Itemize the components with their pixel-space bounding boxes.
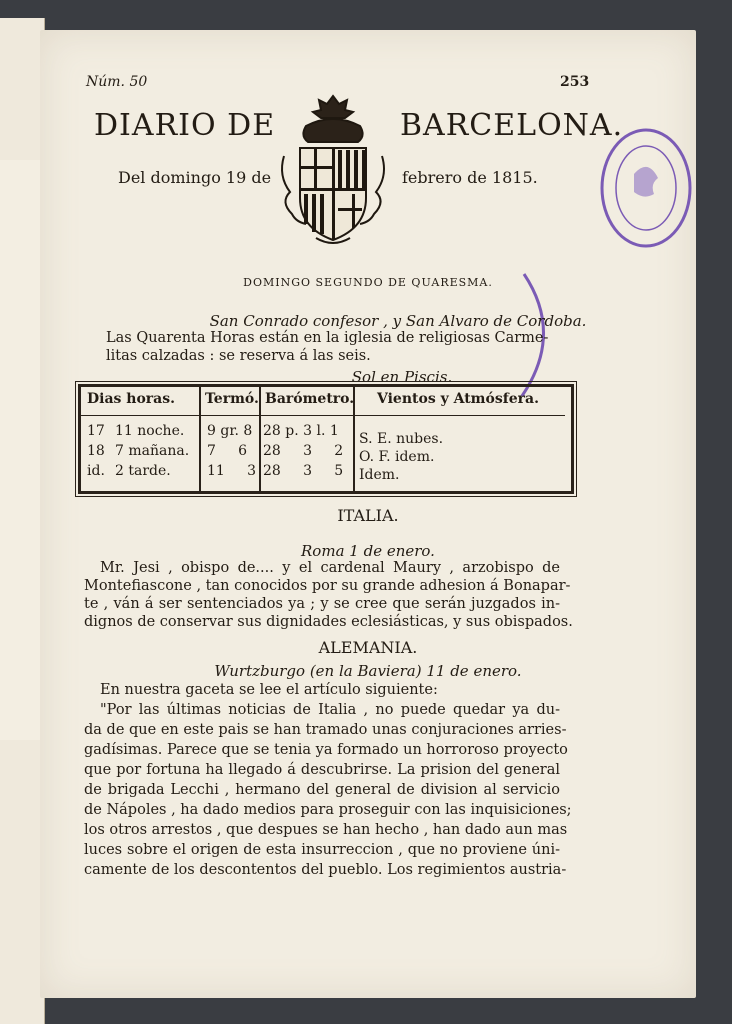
saints-of-day: San Conrado confesor , y San Alvaro de Cordoba.: [209, 312, 587, 330]
weather-day: id.: [87, 463, 105, 479]
weather-header-rule: [199, 415, 259, 416]
forty-hours-line-1: Las Quarenta Horas están en la iglesia de religiosas Carme-: [106, 330, 549, 346]
weather-day: 18: [87, 443, 105, 459]
weather-header-rule: [81, 415, 199, 416]
article-line: que por fortuna ha llegado á descubrirse. La prision del general: [84, 762, 560, 778]
weather-time: 11 noche.: [115, 423, 185, 439]
article-line: Montefiascone , tan conocidos por su grande adhesion á Bonapar-: [84, 578, 571, 594]
newspaper-page: [40, 30, 696, 998]
weather-table: [78, 384, 574, 494]
masthead-title-right: BARCELONA.: [400, 108, 624, 143]
weather-temp: 9 gr. 8: [207, 423, 253, 439]
article-line: de Nápoles , ha dado medios para proseguir con las inquisiciones;: [84, 802, 572, 818]
article-line: camente de los descontentos del pueblo. Los regimientos austria-: [84, 862, 567, 878]
weather-header-rule: [353, 415, 565, 416]
forty-hours-line-2: litas calzadas : se reserva á las seis.: [106, 348, 371, 364]
weather-baro: 28 3 2: [263, 443, 344, 459]
article-line: Mr. Jesi , obispo de.... y el cardenal Maury , arzobispo de: [100, 560, 560, 576]
weather-time: 7 mañana.: [115, 443, 190, 459]
article-line: gadísimas. Parece que se tenia ya formado un horroroso proyecto: [84, 742, 568, 758]
article-line: dignos de conservar sus dignidades eclesiásticas, y sus obispados.: [84, 614, 573, 630]
article-line: de brigada Lecchi , hermano del general de division al servicio: [84, 782, 560, 798]
article-line: "Por las últimas noticias de Italia , no puede quedar ya du-: [100, 702, 560, 718]
liturgical-day: DOMINGO SEGUNDO DE QUARESMA.: [243, 276, 493, 289]
weather-baro: 28 3 5: [263, 463, 344, 479]
section-title-italia: ITALIA.: [337, 506, 399, 525]
masthead-title-left: DIARIO DE: [94, 108, 276, 143]
sun-sign: Sol en Piscis.: [351, 368, 453, 386]
weather-day: 17: [87, 423, 105, 439]
weather-header: Barómetro.: [265, 391, 355, 407]
page-number: 253: [560, 74, 590, 90]
weather-baro: 28 p. 3 l. 1: [263, 423, 339, 439]
weather-header: Termó.: [205, 391, 259, 407]
dateline-wurtzburgo: Wurtzburgo (en la Baviera) 11 de enero.: [214, 662, 522, 680]
article-line: te , ván á ser sentenciados ya ; y se cree que serán juzgados in-: [84, 596, 560, 612]
article-line: los otros arrestos , que despues se han hecho , han dado aun mas: [84, 822, 568, 838]
weather-header: Dias horas.: [87, 391, 176, 407]
date-line-right: febrero de 1815.: [402, 168, 538, 187]
barcelona-coat-of-arms-icon: [276, 90, 390, 252]
article-line: En nuestra gaceta se lee el artículo siguiente:: [100, 682, 438, 698]
article-line: luces sobre el origen de esta insurreccion , que no proviene úni-: [84, 842, 560, 858]
weather-header-rule: [259, 415, 353, 416]
weather-temp: 11 3: [207, 463, 256, 479]
library-stamp-icon: [588, 118, 694, 254]
article-line: da de que en este pais se han tramado unas conjuraciones arries-: [84, 722, 567, 738]
issue-number: Núm. 50: [86, 74, 148, 90]
date-line-left: Del domingo 19 de: [118, 168, 272, 187]
weather-header: Vientos y Atmósfera.: [377, 391, 539, 407]
weather-wind: O. F. idem.: [359, 449, 435, 465]
weather-wind: Idem.: [359, 467, 400, 483]
weather-wind: S. E. nubes.: [359, 431, 444, 447]
dateline-roma: Roma 1 de enero.: [301, 542, 435, 560]
section-title-alemania: ALEMANIA.: [318, 638, 418, 657]
weather-temp: 7 6: [207, 443, 248, 459]
weather-time: 2 tarde.: [115, 463, 171, 479]
